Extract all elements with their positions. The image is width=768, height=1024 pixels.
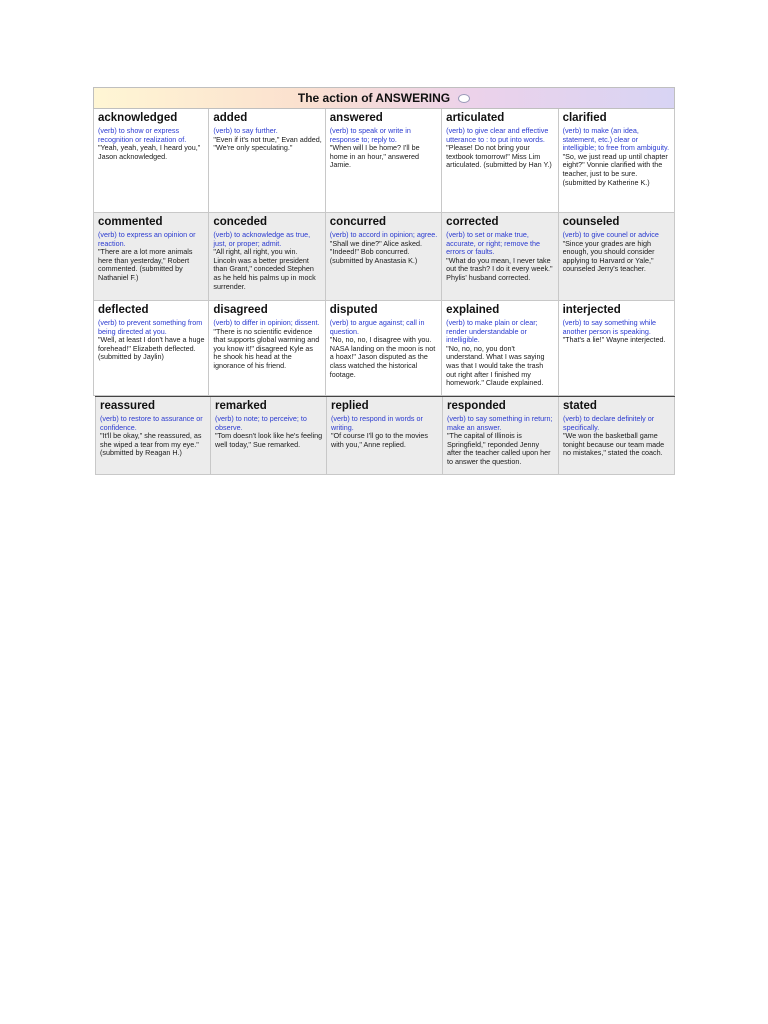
- word-example: "Well, at least I don't have a huge forehead!" Elizabeth deflected. (submitted by Jaylin): [98, 335, 205, 362]
- word-cell-remarked: [211, 397, 327, 475]
- chart-title-bar: [93, 87, 675, 109]
- word-definition: (verb) to say something while another person is speaking.: [562, 318, 657, 336]
- word-definition: (verb) to make plain or clear; render understandable or intelligible.: [446, 318, 538, 345]
- word-cell-corrected: [442, 213, 558, 301]
- word-cell-clarified: [559, 109, 675, 213]
- word-heading: stated: [563, 400, 597, 412]
- word-heading: replied: [331, 400, 369, 412]
- word-example: "Even if it's not true," Evan added, "We're only speculating.": [213, 134, 322, 153]
- word-heading: deflected: [98, 304, 149, 316]
- word-heading: counseled: [562, 216, 620, 228]
- word-cell-conceded: [209, 213, 325, 301]
- word-cell-articulated: [442, 109, 558, 213]
- word-cell-replied: [327, 397, 443, 475]
- word-definition: (verb) to accord in opinion; agree.: [329, 230, 438, 239]
- word-example: "No, no, no, you don't understand. What I was saying was that I would take the trash out right after I finished my homework." Claude explained.: [446, 343, 545, 388]
- word-cell-added: [209, 109, 325, 213]
- speech-bubble-icon: [458, 94, 470, 103]
- word-definition: (verb) to give counel or advice: [562, 230, 659, 239]
- word-example: "There is no scientific evidence that supports global warming and you know it!" disagreed Kyle as he shook his head at the ignorance of his friend.: [213, 326, 320, 370]
- word-definition: (verb) to give clear and effective utterance to : to put into words.: [446, 126, 549, 144]
- word-definition: (verb) to prevent something from being directed at you.: [98, 318, 203, 336]
- word-example: "There are a lot more animals here than yesterday," Robert commented. (submitted by Nathaniel F.): [98, 247, 193, 282]
- word-heading: disagreed: [213, 304, 268, 316]
- word-heading: reassured: [100, 400, 155, 412]
- word-cell-counseled: [559, 213, 675, 301]
- word-heading: explained: [446, 304, 500, 316]
- word-example: "Tom doesn't look like he's feeling well today," Sue remarked.: [215, 431, 323, 449]
- word-example: "Shall we dine?" Alice asked. "Indeed!" Bob concurred. (submitted by Anastasia K.): [329, 238, 422, 265]
- word-definition: (verb) to say something in return; make an answer.: [447, 414, 553, 432]
- word-cell-interjected: [559, 301, 675, 396]
- word-heading: acknowledged: [98, 112, 178, 124]
- word-heading: commented: [98, 216, 163, 228]
- word-definition: (verb) to respond in words or writing.: [331, 414, 423, 432]
- word-example: "All right, all right, you win. Lincoln was a better president than Grant," conceded Stephen as he held his palms up in mock surrender.: [213, 247, 316, 291]
- chart-title: The action of ANSWERING: [297, 91, 451, 105]
- word-heading: added: [213, 112, 248, 124]
- word-example: "When will I be home? I'll be home in an hour," answered Jamie.: [329, 143, 420, 170]
- word-example: "Yeah, yeah, yeah, I heard you," Jason acknowledged.: [98, 143, 201, 161]
- word-definition: (verb) to differ in opinion; dissent.: [213, 318, 320, 327]
- word-heading: disputed: [329, 304, 378, 316]
- word-definition: (verb) to acknowledge as true, just, or proper; admit.: [213, 230, 311, 248]
- word-cell-commented: [93, 213, 209, 301]
- word-cell-disagreed: [209, 301, 325, 396]
- word-heading: interjected: [562, 304, 621, 316]
- word-example: "It'll be okay," she reassured, as she wiped a tear from my eye." (submitted by Reagan H.): [100, 431, 202, 458]
- word-definition: (verb) to restore to assurance or confidence.: [100, 414, 203, 432]
- word-example: "We won the basketball game tonight because our team made no mistakes," stated the coach.: [563, 431, 665, 458]
- word-definition: (verb) to declare definitely or specifically.: [563, 414, 655, 432]
- word-example: "Of course I'll go to the movies with you," Anne replied.: [331, 431, 429, 449]
- word-cell-stated: [559, 397, 675, 475]
- table-row: [93, 109, 675, 213]
- word-definition: (verb) to speak or write in response to; reply to.: [329, 126, 411, 144]
- word-heading: answered: [329, 112, 383, 124]
- table-row: [93, 213, 675, 301]
- table-row: [95, 396, 675, 475]
- word-definition: (verb) to note; to perceive; to observe.: [215, 414, 307, 432]
- word-cell-explained: [442, 301, 558, 396]
- word-example: "What do you mean, I never take out the trash? I do it every week." Phylis' husband corrected.: [446, 255, 553, 282]
- word-heading: clarified: [562, 112, 607, 124]
- word-example: "Since your grades are high enough, you should consider applying to Harvard or Yale," counseled Jerry's teacher.: [562, 238, 655, 274]
- word-definition: (verb) to make (an idea, statement, etc.) clear or intelligible; to free from ambiguity.: [562, 126, 670, 153]
- word-heading: concurred: [329, 216, 387, 228]
- word-cell-reassured: [95, 397, 211, 475]
- word-heading: articulated: [446, 112, 505, 124]
- word-cell-acknowledged: [93, 109, 209, 213]
- word-example: "That's a lie!" Wayne interjected.: [562, 335, 666, 345]
- word-heading: remarked: [215, 400, 267, 412]
- word-heading: corrected: [446, 216, 499, 228]
- word-definition: (verb) to set or make true, accurate, or right; remove the errors or faults.: [446, 230, 541, 257]
- word-definition: (verb) to express an opinion or reaction.: [98, 230, 196, 248]
- word-definition: (verb) to show or express recognition or realization of.: [98, 126, 187, 144]
- word-definition: (verb) to say further.: [213, 126, 278, 135]
- word-example: "Please! Do not bring your textbook tomorrow!" Miss Lim articulated. (submitted by Han Y.): [446, 143, 552, 170]
- word-heading: conceded: [213, 216, 268, 228]
- word-cell-responded: [443, 397, 559, 475]
- word-example: "No, no, no, I disagree with you. NASA landing on the moon is not a hoax!" Jason disputed as the class watched the historical footage.: [329, 335, 436, 379]
- word-chart: [93, 87, 675, 475]
- word-cell-disputed: [326, 301, 442, 396]
- table-row: [93, 301, 675, 396]
- word-cell-deflected: [93, 301, 209, 396]
- word-example: "The capital of Illinois is Springfield," reponded Jenny after the teacher called upon her to answer the question.: [447, 431, 551, 466]
- word-cell-answered: [326, 109, 442, 213]
- word-definition: (verb) to argue against; call in question.: [329, 318, 425, 336]
- word-cell-concurred: [326, 213, 442, 301]
- word-example: "So, we just read up until chapter eight?" Vonnie clarified with the teacher, just to be sure. (submitted by Katherine K.): [562, 151, 668, 187]
- word-heading: responded: [447, 400, 506, 412]
